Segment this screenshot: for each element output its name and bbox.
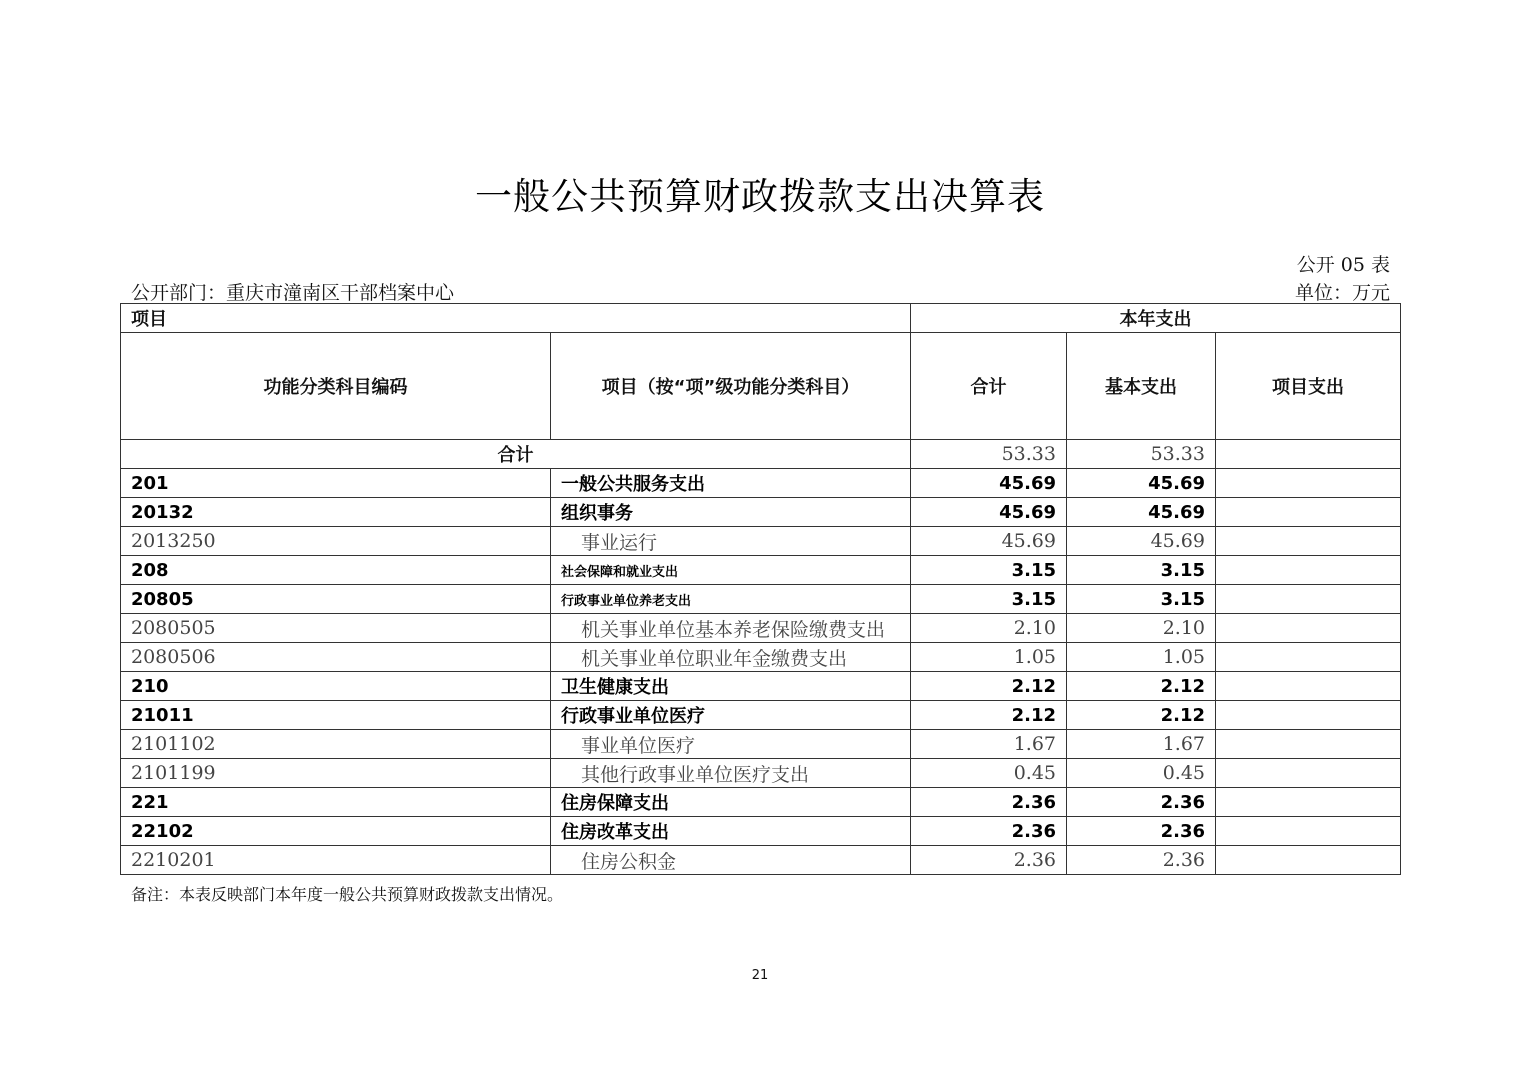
row-basic: 2.12	[1067, 701, 1216, 730]
row-project	[1216, 643, 1401, 672]
table-row	[121, 817, 1401, 846]
unit-label: 单位：万元	[1294, 282, 1390, 304]
row-basic: 3.15	[1067, 556, 1216, 585]
row-code: 20805	[121, 585, 551, 614]
row-basic: 2.36	[1067, 846, 1216, 875]
row-project	[1216, 817, 1401, 846]
header-item: 项目（按“项”级功能分类科目）	[551, 333, 911, 440]
table-row	[121, 846, 1401, 875]
table-row	[121, 556, 1401, 585]
row-total: 2.12	[911, 701, 1067, 730]
row-name: 组织事务	[551, 498, 911, 527]
row-basic: 45.69	[1067, 527, 1216, 556]
row-total: 1.67	[911, 730, 1067, 759]
row-name: 行政事业单位养老支出	[551, 585, 911, 614]
header-code: 功能分类科目编码	[121, 333, 551, 440]
row-basic: 2.10	[1067, 614, 1216, 643]
row-basic: 2.12	[1067, 672, 1216, 701]
row-name: 住房改革支出	[551, 817, 911, 846]
row-code: 22102	[121, 817, 551, 846]
row-total: 2.36	[911, 817, 1067, 846]
row-code: 2080506	[121, 643, 551, 672]
row-code: 2080505	[121, 614, 551, 643]
total-sum: 53.33	[911, 440, 1067, 469]
row-name: 卫生健康支出	[551, 672, 911, 701]
row-name: 事业运行	[551, 527, 911, 556]
row-project	[1216, 730, 1401, 759]
header-row-columns	[121, 333, 1401, 440]
total-label: 合计	[121, 440, 911, 469]
row-basic: 45.69	[1067, 469, 1216, 498]
table-row	[121, 498, 1401, 527]
footnote: 备注：本表反映部门本年度一般公共预算财政拨款支出情况。	[131, 885, 564, 904]
table-row	[121, 701, 1401, 730]
table-row	[121, 585, 1401, 614]
table-row	[121, 643, 1401, 672]
row-total: 2.36	[911, 788, 1067, 817]
row-name: 机关事业单位基本养老保险缴费支出	[551, 614, 911, 643]
total-project	[1216, 440, 1401, 469]
row-name: 事业单位医疗	[551, 730, 911, 759]
row-total: 3.15	[911, 585, 1067, 614]
row-total: 1.05	[911, 643, 1067, 672]
row-basic: 3.15	[1067, 585, 1216, 614]
header-current-year: 本年支出	[911, 304, 1401, 333]
row-project	[1216, 614, 1401, 643]
table-row	[121, 672, 1401, 701]
row-project	[1216, 759, 1401, 788]
row-project	[1216, 527, 1401, 556]
row-project	[1216, 672, 1401, 701]
page-number: 21	[751, 968, 769, 983]
row-name: 社会保障和就业支出	[551, 556, 911, 585]
table-row	[121, 759, 1401, 788]
row-project	[1216, 701, 1401, 730]
row-project	[1216, 556, 1401, 585]
row-code: 2210201	[121, 846, 551, 875]
total-row	[121, 440, 1401, 469]
table-row	[121, 527, 1401, 556]
row-name: 行政事业单位医疗	[551, 701, 911, 730]
row-basic: 0.45	[1067, 759, 1216, 788]
row-project	[1216, 788, 1401, 817]
row-code: 221	[121, 788, 551, 817]
row-total: 2.10	[911, 614, 1067, 643]
row-name: 其他行政事业单位医疗支出	[551, 759, 911, 788]
row-project	[1216, 846, 1401, 875]
row-project	[1216, 498, 1401, 527]
row-total: 0.45	[911, 759, 1067, 788]
row-name: 住房保障支出	[551, 788, 911, 817]
table-row	[121, 614, 1401, 643]
row-code: 20132	[121, 498, 551, 527]
row-basic: 45.69	[1067, 498, 1216, 527]
row-name: 机关事业单位职业年金缴费支出	[551, 643, 911, 672]
row-total: 3.15	[911, 556, 1067, 585]
row-total: 45.69	[911, 469, 1067, 498]
row-code: 21011	[121, 701, 551, 730]
table-row	[121, 469, 1401, 498]
row-name: 一般公共服务支出	[551, 469, 911, 498]
header-project: 项目	[121, 304, 911, 333]
row-code: 208	[121, 556, 551, 585]
row-basic: 1.05	[1067, 643, 1216, 672]
row-total: 45.69	[911, 498, 1067, 527]
row-code: 2101199	[121, 759, 551, 788]
row-project	[1216, 585, 1401, 614]
header-basic: 基本支出	[1067, 333, 1216, 440]
row-basic: 1.67	[1067, 730, 1216, 759]
row-code: 2013250	[121, 527, 551, 556]
row-name: 住房公积金	[551, 846, 911, 875]
row-code: 2101102	[121, 730, 551, 759]
row-basic: 2.36	[1067, 817, 1216, 846]
header-total: 合计	[911, 333, 1067, 440]
row-total: 45.69	[911, 527, 1067, 556]
table-row	[121, 730, 1401, 759]
row-total: 2.36	[911, 846, 1067, 875]
row-code: 210	[121, 672, 551, 701]
form-number: 公开 05 表	[1296, 254, 1390, 276]
row-basic: 2.36	[1067, 788, 1216, 817]
row-project	[1216, 469, 1401, 498]
department-label: 公开部门：重庆市潼南区干部档案中心	[131, 282, 455, 304]
budget-table	[120, 303, 1401, 875]
header-row-top	[121, 304, 1401, 333]
row-total: 2.12	[911, 672, 1067, 701]
header-project-expense: 项目支出	[1216, 333, 1401, 440]
page-title: 一般公共预算财政拨款支出决算表	[475, 175, 1045, 218]
total-basic: 53.33	[1067, 440, 1216, 469]
table-row	[121, 788, 1401, 817]
row-code: 201	[121, 469, 551, 498]
